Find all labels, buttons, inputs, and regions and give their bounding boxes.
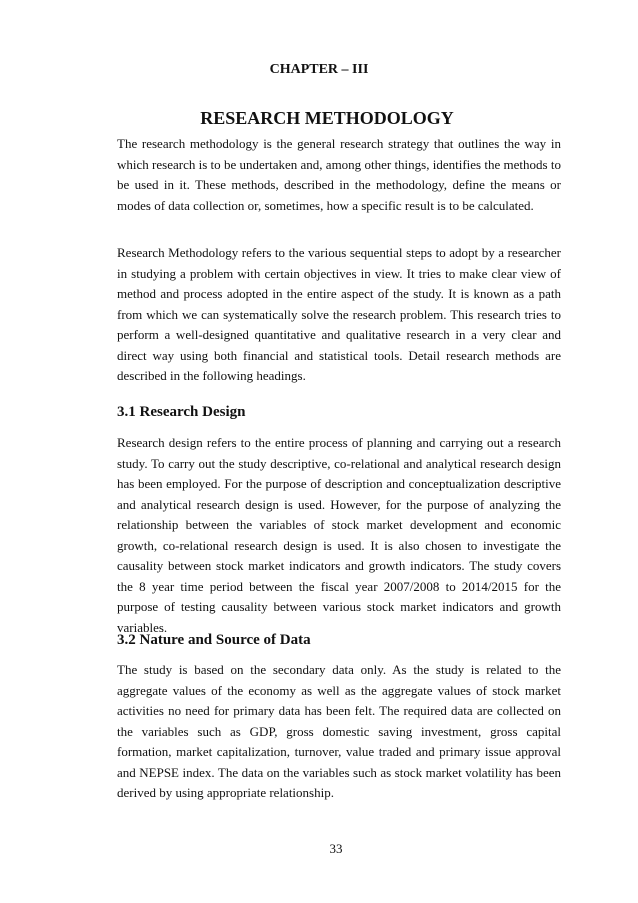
section-heading-research-design: 3.1 Research Design — [117, 404, 246, 420]
intro-paragraph: The research methodology is the general research strategy that outlines the way in which research is to be undertaken and, among other things, identifies the methods to be used in it. These methods, described in the methodology, define the means or modes of data collection or, sometimes, how a specific result is to be calculated. — [117, 136, 561, 213]
page-number: 33 — [329, 841, 343, 856]
methodology-paragraph: Research Methodology refers to the various sequential steps to adopt by a researcher in studying a problem with certain objectives in view. It tries to make clear view of method and process adopted in the entire aspect of the study. It is known as a path from which we can systematically solve the research problem. This research tries to perform a well-designed quantitative and qualitative research in a very clear and direct way using both financial and statistical tools. Detail research methods are described in the following headings. — [117, 245, 561, 383]
nature-source-data-paragraph: The study is based on the secondary data only. As the study is related to the aggregate values of the economy as well as the aggregate values of stock market activities no need for primary data has been felt. The required data are collected on the variables such as GDP, gross domestic saving investment, gross capital formation, market capitalization, turnover, value traded and primary issue approval and NEPSE index. The data on the variables such as stock market volatility has been derived by using appropriate relationship. — [117, 662, 561, 800]
section-heading-nature-source-data: 3.2 Nature and Source of Data — [117, 632, 311, 648]
chapter-label: CHAPTER – III — [269, 62, 369, 77]
research-design-paragraph: Research design refers to the entire process of planning and carrying out a research study. To carry out the study descriptive, co-relational and analytical research design has been employed. For the purpose of description and conceptualization descriptive and analytical research design is used. However, for the purpose of analyzing the relationship between the variables of stock market development and economic growth, co-relational research design is used. It is also chosen to investigate the causality between stock market indicators and growth indicators. The study covers the 8 year time period between the fiscal year 2007/2008 to 2014/2015 for the purpose of testing causality between various stock market indicators and growth variables. — [117, 435, 561, 635]
page-title: RESEARCH METHODOLOGY — [200, 108, 454, 128]
